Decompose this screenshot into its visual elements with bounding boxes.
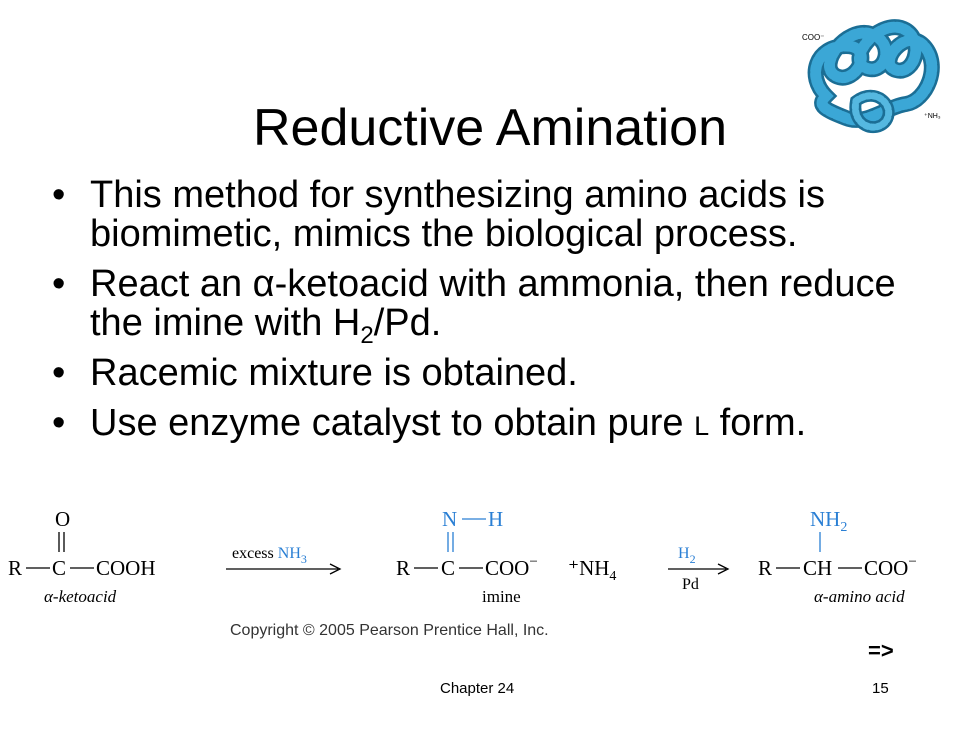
alpha-symbol: α [252,263,275,305]
step2-reagent-top: $H_2$ [678,545,696,566]
bullet-list [52,176,952,457]
carboxylate-group: COO− [485,554,538,580]
ammonium-counterion: $^+NH_4$ [568,556,617,584]
step1-reagent-text: excess $NH_3$ [232,545,307,566]
bullet-dot: • [52,174,66,216]
carbonyl-oxygen: O [55,507,71,531]
footer-page-number: 15 [872,680,889,697]
bullet-text: Use enzyme catalyst to obtain pure [90,402,695,444]
bullet-item [52,404,952,446]
protein-n-terminus-label: ⁺NH₃ [924,113,941,120]
step1-arrow [226,545,340,574]
bullet-item [52,263,952,349]
carboxylate-group: COO− [864,554,917,580]
amino-acid-structure [758,507,917,606]
bullet-text: /Pd. [373,302,442,344]
imine-carbon: C [441,556,456,580]
imine-name: imine [482,587,521,606]
step2-reagent-bottom: Pd [682,576,699,593]
step2-arrow [668,545,728,593]
amino-acid-name: α-amino acid [814,587,905,606]
ketoacid-structure [8,507,156,606]
imine-structure [396,507,616,606]
amino-group: $NH_2$ [810,507,848,535]
bullet-text: form. [709,402,807,444]
footer-chapter: Chapter 24 [440,680,515,697]
slide-title: Reductive Amination [252,99,728,157]
imine-hydrogen: H [488,507,504,531]
bullet-text: This method for synthesizing amino acids is biomimetic, mimics the biological process. [90,174,825,255]
ketoacid-name: α-ketoacid [44,587,117,606]
l-form-label: L [694,411,710,441]
bullet-item [52,176,952,254]
r-group: R [396,556,411,580]
alpha-carbon: C [52,556,67,580]
carboxyl-group: COOH [96,556,156,580]
imine-nitrogen: N [442,507,458,531]
protein-c-terminus-label: COO⁻ [802,33,825,42]
next-slide-marker: => [868,638,894,663]
reaction-scheme [0,500,980,620]
bullet-text: React an [90,263,253,305]
subscript: 2 [360,322,374,349]
bullet-dot: • [52,352,66,394]
alpha-carbon: CH [803,556,833,580]
bullet-item [52,354,952,393]
r-group: R [8,556,23,580]
bullet-dot: • [52,263,66,305]
r-group: R [758,556,773,580]
bullet-text: -ketoacid with ammonia, then reduce the imine with H [90,263,896,344]
bullet-dot: • [52,402,66,444]
bullet-text: Racemic mixture is obtained. [90,352,578,394]
copyright-notice: Copyright © 2005 Pearson Prentice Hall, Inc. [230,622,549,639]
